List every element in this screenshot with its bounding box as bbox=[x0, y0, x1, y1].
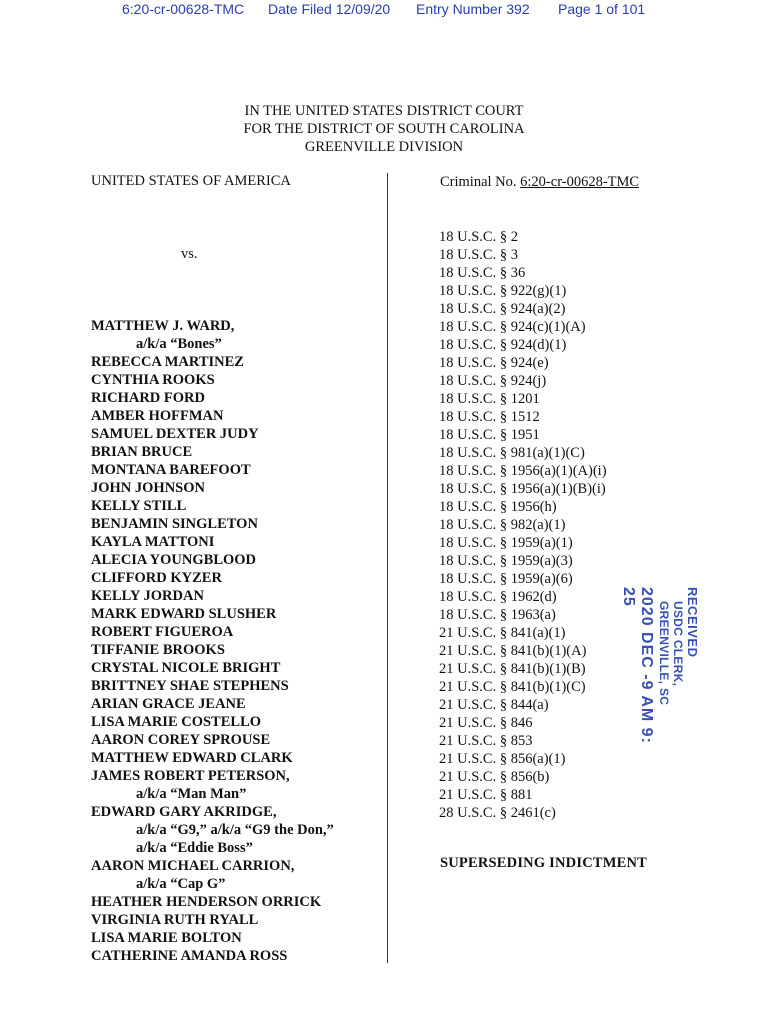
defendant-name: BRITTNEY SHAE STEPHENS bbox=[91, 678, 289, 694]
defendant-name: HEATHER HENDERSON ORRICK bbox=[91, 894, 322, 910]
defendant-name: ROBERT FIGUEROA bbox=[91, 624, 234, 640]
defendant-name: TIFFANIE BROOKS bbox=[91, 642, 225, 658]
stamp-line-3: 2020 DEC -9 AM 9: 25 bbox=[620, 587, 655, 744]
defendant-name: KELLY JORDAN bbox=[91, 588, 204, 604]
statute-citation: 18 U.S.C. § 924(a)(2) bbox=[439, 301, 566, 317]
criminal-number-label: Criminal No. bbox=[440, 174, 517, 190]
statute-citation: 18 U.S.C. § 1956(h) bbox=[439, 499, 557, 515]
defendant-name: AMBER HOFFMAN bbox=[91, 408, 224, 424]
defendant-name: AARON COREY SPROUSE bbox=[91, 732, 271, 748]
statute-citation: 21 U.S.C. § 841(a)(1) bbox=[439, 625, 566, 641]
defendant-name: BENJAMIN SINGLETON bbox=[91, 516, 258, 532]
court-line-1: IN THE UNITED STATES DISTRICT COURT bbox=[244, 103, 524, 119]
defendant-list bbox=[91, 317, 381, 965]
defendant-alias: a/k/a “Man Man” bbox=[136, 786, 247, 802]
statute-citation: 18 U.S.C. § 982(a)(1) bbox=[439, 517, 566, 533]
defendant-name: KELLY STILL bbox=[91, 498, 187, 514]
defendant-name: CYNTHIA ROOKS bbox=[91, 372, 215, 388]
defendant-name: BRIAN BRUCE bbox=[91, 444, 193, 460]
statute-citation: 18 U.S.C. § 922(g)(1) bbox=[439, 283, 567, 299]
court-line-2: FOR THE DISTRICT OF SOUTH CAROLINA bbox=[243, 121, 525, 137]
statute-citation: 18 U.S.C. § 2 bbox=[439, 229, 518, 245]
statute-citation: 18 U.S.C. § 1956(a)(1)(B)(i) bbox=[439, 481, 606, 497]
statute-citation: 18 U.S.C. § 1201 bbox=[439, 391, 540, 407]
court-line-3: GREENVILLE DIVISION bbox=[304, 139, 464, 155]
defendant-name: ARIAN GRACE JEANE bbox=[91, 696, 246, 712]
defendant-name: EDWARD GARY AKRIDGE, bbox=[91, 804, 277, 820]
defendant-name: RICHARD FORD bbox=[91, 390, 205, 406]
entry-number: Entry Number 392 bbox=[416, 1, 530, 17]
statute-citation: 18 U.S.C. § 981(a)(1)(C) bbox=[439, 445, 585, 461]
stamp-line-1: RECEIVED bbox=[685, 587, 700, 658]
page-indicator: Page 1 of 101 bbox=[558, 1, 646, 17]
defendant-name: CLIFFORD KYZER bbox=[91, 570, 222, 586]
statute-citation: 28 U.S.C. § 2461(c) bbox=[439, 805, 556, 821]
statute-citation: 18 U.S.C. § 1963(a) bbox=[439, 607, 556, 623]
defendant-name: MATTHEW EDWARD CLARK bbox=[91, 750, 293, 766]
statute-citation: 18 U.S.C. § 924(d)(1) bbox=[439, 337, 567, 353]
defendant-name: LISA MARIE COSTELLO bbox=[91, 714, 262, 730]
statute-citation: 21 U.S.C. § 844(a) bbox=[439, 697, 549, 713]
defendant-name: JAMES ROBERT PETERSON, bbox=[91, 768, 290, 784]
date-filed: Date Filed 12/09/20 bbox=[268, 1, 391, 17]
statute-citation: 18 U.S.C. § 1959(a)(3) bbox=[439, 553, 573, 569]
defendant-name: REBECCA MARTINEZ bbox=[91, 354, 244, 370]
stamp-line-2: USDC CLERK, GREENVILLE, SC bbox=[657, 601, 685, 706]
defendant-name: KAYLA MATTONI bbox=[91, 534, 215, 550]
statute-citation: 21 U.S.C. § 841(b)(1)(C) bbox=[439, 679, 586, 695]
statute-citation: 18 U.S.C. § 3 bbox=[439, 247, 518, 263]
defendant-name: VIRGINIA RUTH RYALL bbox=[91, 912, 259, 928]
statute-citation: 18 U.S.C. § 36 bbox=[439, 265, 526, 281]
statute-citation: 21 U.S.C. § 841(b)(1)(B) bbox=[439, 661, 586, 677]
statute-citation: 18 U.S.C. § 1959(a)(6) bbox=[439, 571, 573, 587]
defendant-name: LISA MARIE BOLTON bbox=[91, 930, 242, 946]
defendant-name: ALECIA YOUNGBLOOD bbox=[91, 552, 257, 568]
defendant-name: MONTANA BAREFOOT bbox=[91, 462, 251, 478]
statute-citation: 18 U.S.C. § 1962(d) bbox=[439, 589, 557, 605]
criminal-number-line bbox=[440, 174, 639, 191]
defendant-alias: a/k/a “G9,” a/k/a “G9 the Don,” bbox=[136, 822, 334, 838]
defendant-alias: a/k/a “Bones” bbox=[136, 336, 222, 352]
defendant-name: JOHN JOHNSON bbox=[91, 480, 205, 496]
case-number-header: 6:20-cr-00628-TMC bbox=[122, 1, 245, 17]
statute-citation: 21 U.S.C. § 881 bbox=[439, 787, 533, 803]
statute-citation: 18 U.S.C. § 1951 bbox=[439, 427, 540, 443]
statute-citation: 21 U.S.C. § 846 bbox=[439, 715, 533, 731]
statute-citation: 21 U.S.C. § 856(a)(1) bbox=[439, 751, 566, 767]
statute-citation: 18 U.S.C. § 1959(a)(1) bbox=[439, 535, 573, 551]
court-heading bbox=[0, 102, 768, 156]
defendant-name: MATTHEW J. WARD, bbox=[91, 318, 235, 334]
statute-citation: 21 U.S.C. § 841(b)(1)(A) bbox=[439, 643, 587, 659]
statute-citation: 18 U.S.C. § 924(j) bbox=[439, 373, 547, 389]
caption-divider bbox=[387, 173, 388, 963]
defendant-name: AARON MICHAEL CARRION, bbox=[91, 858, 295, 874]
criminal-number: 6:20-cr-00628-TMC bbox=[520, 174, 640, 190]
defendant-name: SAMUEL DEXTER JUDY bbox=[91, 426, 259, 442]
statute-citation: 21 U.S.C. § 856(b) bbox=[439, 769, 550, 785]
statute-citation: 18 U.S.C. § 924(c)(1)(A) bbox=[439, 319, 586, 335]
plaintiff-name: UNITED STATES OF AMERICA bbox=[91, 173, 291, 189]
defendant-alias: a/k/a “Eddie Boss” bbox=[136, 840, 253, 856]
filing-header bbox=[0, 0, 768, 20]
defendant-name: MARK EDWARD SLUSHER bbox=[91, 606, 277, 622]
statute-citation: 21 U.S.C. § 853 bbox=[439, 733, 533, 749]
statute-citation: 18 U.S.C. § 1512 bbox=[439, 409, 540, 425]
statute-citation: 18 U.S.C. § 1956(a)(1)(A)(i) bbox=[439, 463, 607, 479]
defendant-name: CATHERINE AMANDA ROSS bbox=[91, 948, 288, 964]
received-stamp bbox=[600, 587, 700, 747]
defendant-alias: a/k/a “Cap G” bbox=[136, 876, 226, 892]
versus: vs. bbox=[181, 246, 198, 262]
statute-citation: 18 U.S.C. § 924(e) bbox=[439, 355, 549, 371]
defendant-name: CRYSTAL NICOLE BRIGHT bbox=[91, 660, 281, 676]
document-title: SUPERSEDING INDICTMENT bbox=[440, 855, 648, 871]
